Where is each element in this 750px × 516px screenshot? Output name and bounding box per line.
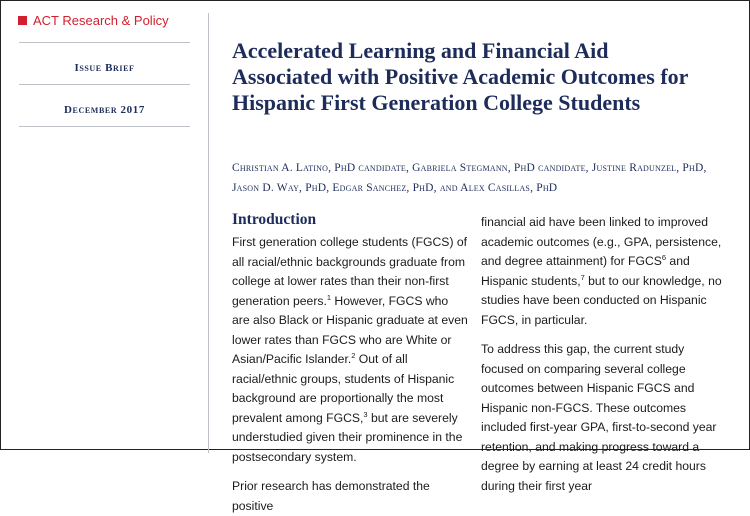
issue-type-block — [19, 58, 190, 76]
left-column — [232, 233, 468, 516]
paragraph: First generation college students (FGCS) of all racial/ethnic backgrounds graduate from college at lower rates than their non-first generation peers.$^1$ However, FGCS who are also Black or Hispanic graduate at even lower rates than FGCS who are White or Asian/Pacific Islander.$^2$ Out of all racial/ethnic groups, students of Hispanic background are proportionally the most prevalent among FGCS,$^3$ but are severely understudied given their prominence in the postsecondary system. — [232, 235, 468, 464]
author-line: Jason D. Way, PhD, Edgar Sanchez, PhD, and Alex Casillas, PhD — [232, 182, 558, 194]
paragraph: Prior research has demonstrated the positive — [232, 479, 430, 513]
footnote-ref: 2 — [351, 350, 356, 360]
section-heading: Introduction — [232, 211, 317, 228]
right-column — [481, 213, 729, 496]
brand-square-icon — [18, 16, 27, 25]
paragraph: To address this gap, the current study focused on comparing several college outcomes between Hispanic FGCS and Hispanic non-FGCS. These outcomes included first-year GPA, first-to-second year retention, and making progress toward a degree by earning at least 24 credit hours during their first year — [481, 342, 717, 493]
paragraph: financial aid have been linked to improved academic outcomes (e.g., GPA, persistence, and degree attainment) for FGCS$^6$ and Hispanic students,$^7$ but to our knowledge, no studies have been conducted on Hispanic FGCS, in particular. — [481, 215, 722, 327]
footnote-ref: 7 — [580, 272, 585, 282]
footnote-ref: 3 — [363, 409, 368, 419]
publication-date: December 2017 — [64, 104, 145, 116]
footnote-ref: 1 — [326, 292, 332, 302]
page-title: Accelerated Learning and Financial Aid Associated with Positive Academic Outcomes for Hispanic First Generation College Students — [232, 38, 689, 115]
author-line: Christian A. Latino, PhD candidate, Gabriela Stegmann, PhD candidate, Justine Radunzel, PhD, — [232, 162, 707, 174]
issue-type-label: Issue Brief — [74, 62, 135, 74]
sidebar-divider — [208, 13, 209, 453]
sidebar-rule — [19, 84, 190, 85]
sidebar-rule — [19, 42, 190, 43]
footnote-ref: 6 — [661, 252, 667, 262]
brand-name: ACT Research & Policy — [33, 13, 169, 28]
author-list — [232, 158, 737, 198]
brand-header — [18, 13, 169, 28]
sidebar-rule — [19, 126, 190, 127]
date-block — [19, 100, 190, 118]
